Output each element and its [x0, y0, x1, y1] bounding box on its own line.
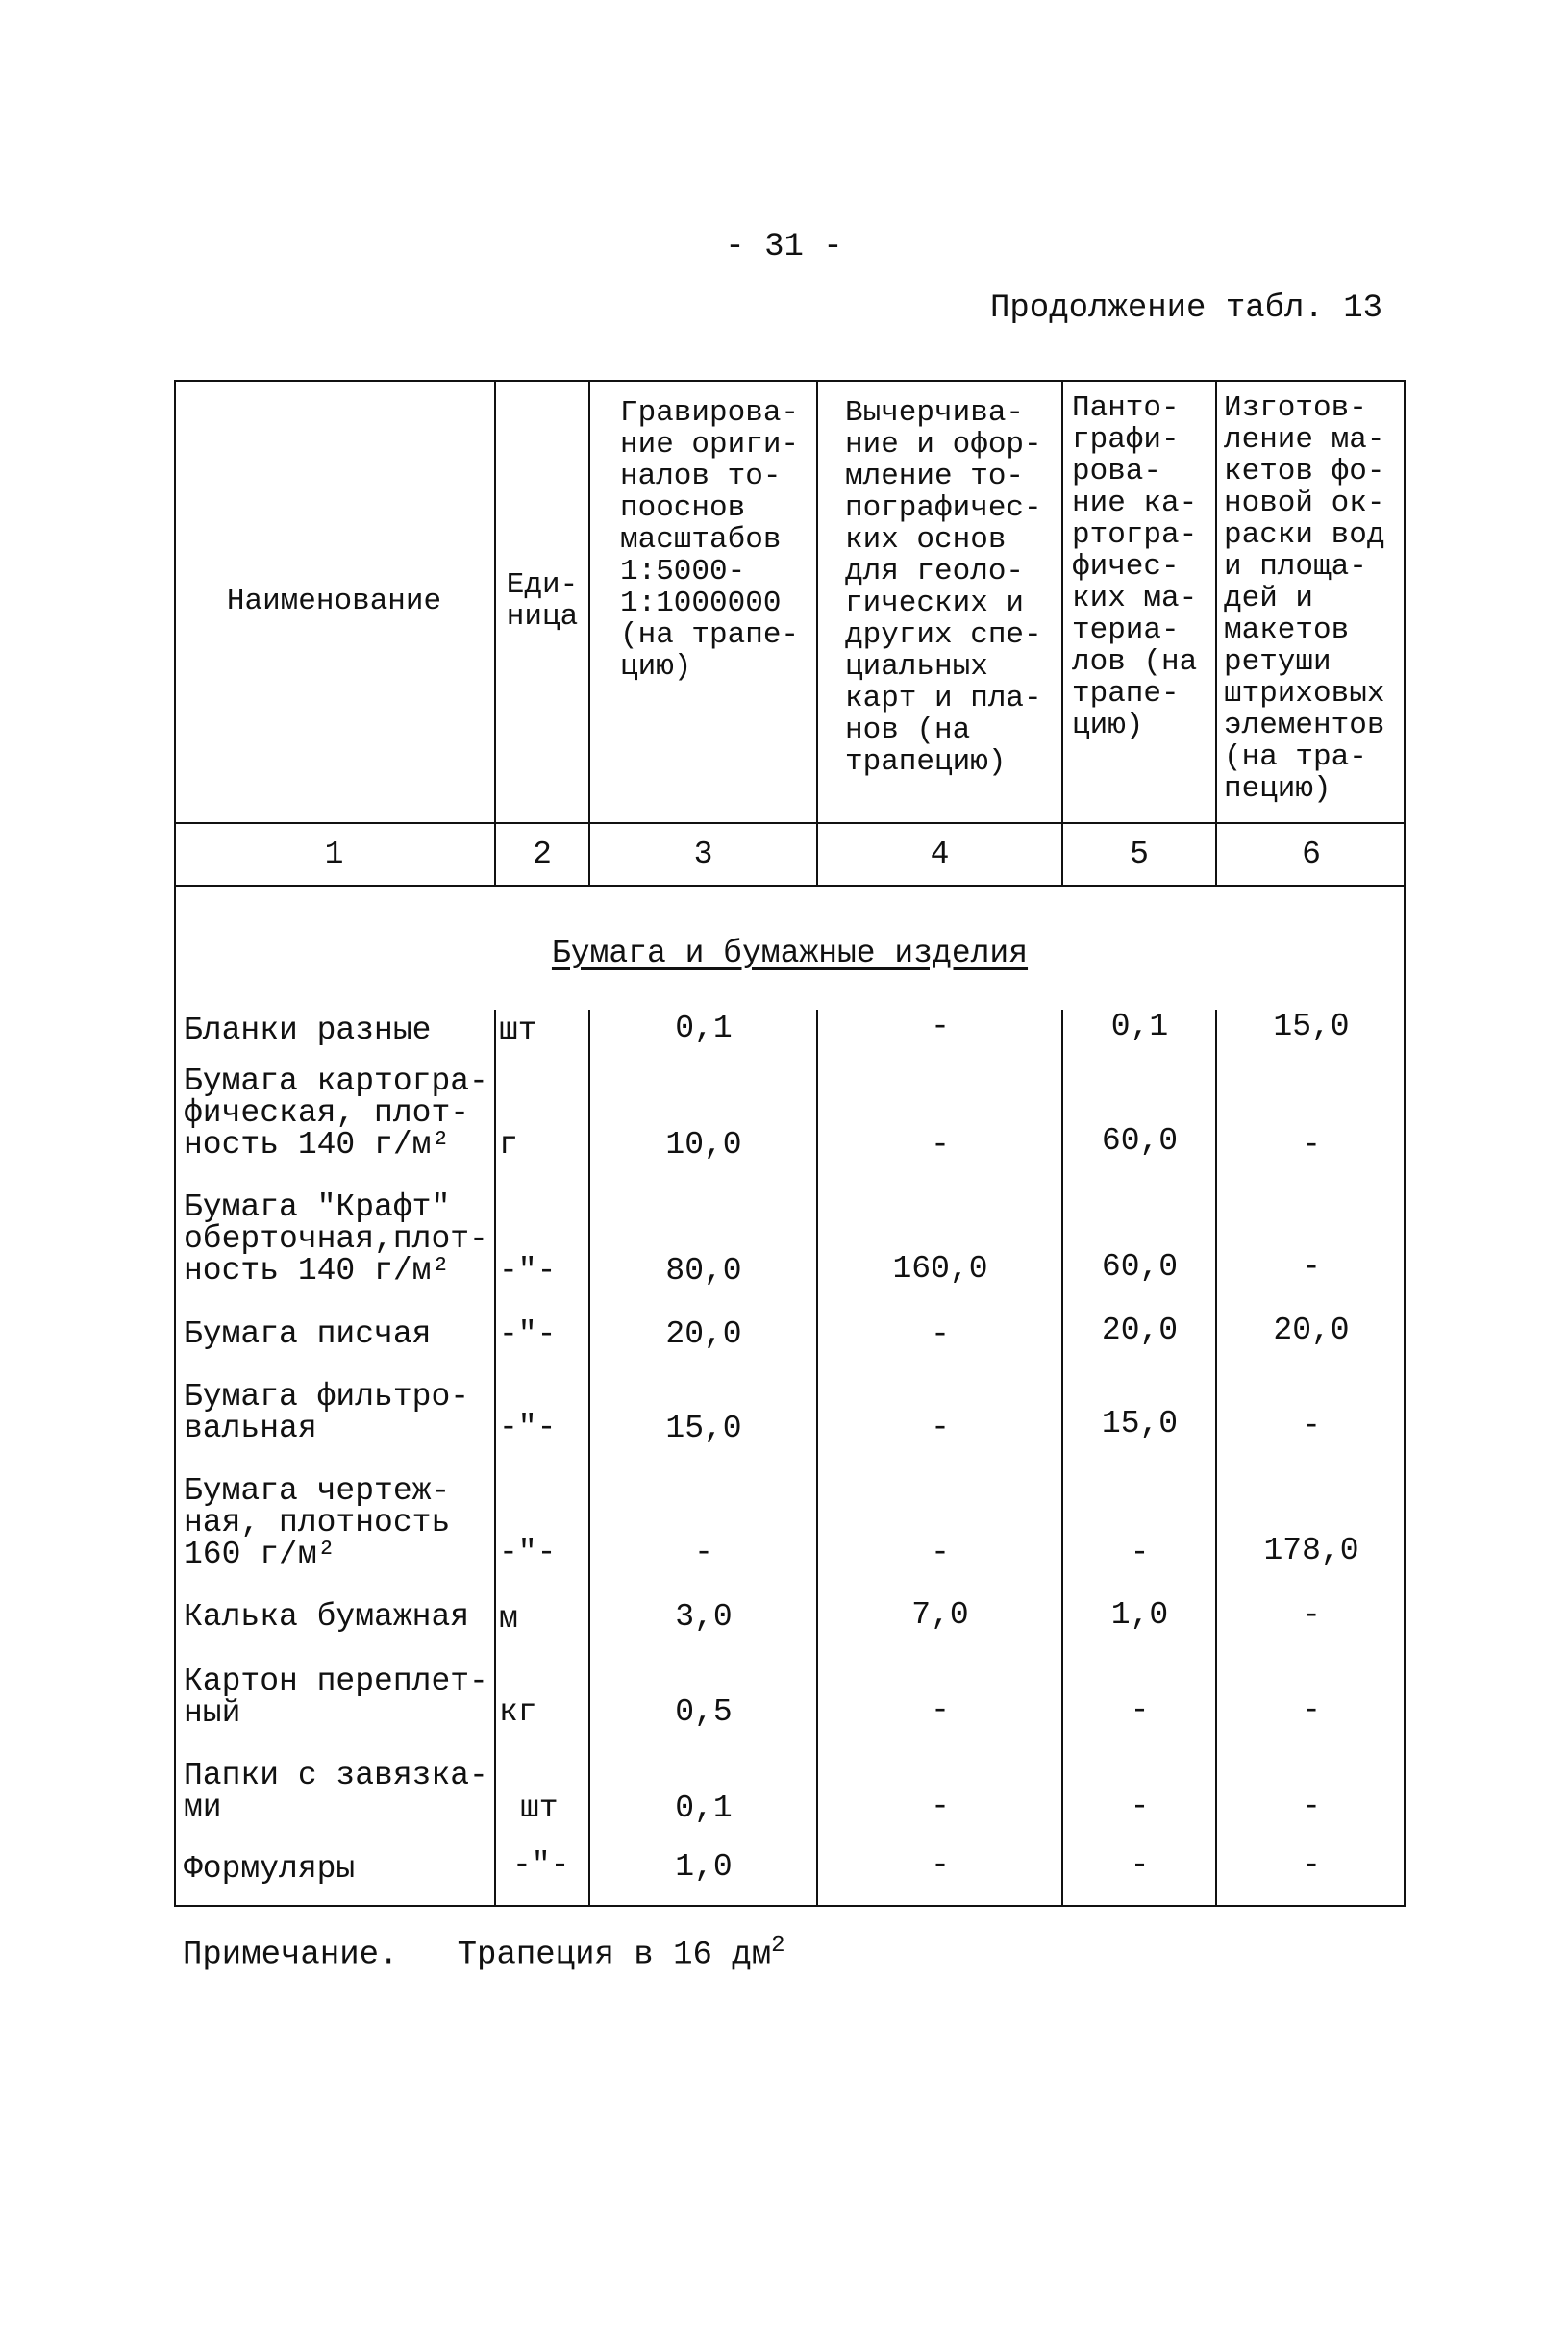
row-unit: -"-	[499, 1535, 557, 1570]
row-col6: 15,0	[1273, 1009, 1350, 1044]
colnum-bottom-rule	[174, 885, 1406, 887]
row-col4: -	[931, 1127, 950, 1163]
row-unit: -"-	[499, 1316, 557, 1352]
row-col3: 3,0	[675, 1599, 733, 1635]
row-col5: -	[1130, 1847, 1150, 1883]
row-col3: 0,5	[675, 1694, 733, 1730]
column-number-1: 1	[324, 836, 344, 872]
row-col6: 178,0	[1263, 1533, 1359, 1568]
row-unit: -"-	[512, 1847, 570, 1883]
row-unit: -"-	[499, 1253, 557, 1289]
row-unit: м	[499, 1601, 518, 1637]
row-col6: 20,0	[1273, 1313, 1350, 1348]
row-unit: шт	[499, 1013, 537, 1048]
row-col4: -	[931, 1009, 950, 1044]
row-col4: -	[931, 1692, 950, 1728]
row-col4: -	[931, 1410, 950, 1445]
table-row	[174, 1315, 1406, 1372]
header-unit: Еди- ница	[506, 568, 579, 634]
col-divider-4	[1061, 380, 1063, 887]
row-unit: кг	[499, 1694, 537, 1730]
row-col3: 1,0	[675, 1849, 733, 1885]
row-col5: 60,0	[1101, 1249, 1179, 1285]
row-col3: 0,1	[675, 1011, 733, 1046]
row-name: Папки с завязка- ми	[184, 1758, 488, 1825]
row-col5: 15,0	[1101, 1406, 1179, 1441]
header-col6: Изготов- ление ма- кетов фо- новой ок- раски вод и площа- дей и макетов ретуши штриховых элементов (на тра- пецию)	[1224, 391, 1385, 806]
row-col4: -	[931, 1847, 950, 1883]
row-col6: -	[1302, 1127, 1321, 1163]
table-row	[174, 1191, 1406, 1305]
header-col5: Панто- графи- рова- ние ка- ртогра- фичес- ких ма- териа- лов (на трапе- цию)	[1072, 391, 1198, 742]
section-title	[174, 936, 1406, 971]
table-row	[174, 1665, 1406, 1742]
header-col4: Вычерчива- ние и офор- мление то- пографичес- ких основ для геоло- гических и других спе- циальных карт и пла- нов (на трапецию)	[845, 396, 1042, 779]
row-name: Бумага фильтро- вальная	[184, 1379, 470, 1446]
row-col4: 160,0	[892, 1251, 988, 1287]
consumption-table	[174, 380, 1406, 1907]
row-col5: 0,1	[1110, 1009, 1169, 1044]
col-divider-3	[816, 380, 818, 887]
row-col6: -	[1302, 1692, 1321, 1728]
table-row	[174, 1381, 1406, 1458]
row-col3: 0,1	[675, 1791, 733, 1826]
col-divider-2	[588, 380, 590, 887]
row-col3: -	[694, 1535, 713, 1570]
table-caption: Продолжение табл. 13	[990, 290, 1383, 327]
row-name: Бумага писчая	[184, 1316, 432, 1352]
row-col3: 20,0	[665, 1316, 742, 1352]
table-row	[174, 1065, 1406, 1179]
row-unit: шт	[520, 1791, 559, 1826]
row-name: Бумага чертеж- ная, плотность 160 г/м²	[184, 1473, 451, 1572]
row-name: Картон переплет- ный	[184, 1664, 488, 1731]
table-row	[174, 1760, 1406, 1837]
row-col4: 7,0	[911, 1597, 969, 1633]
row-col4: -	[931, 1789, 950, 1824]
row-col4: -	[931, 1535, 950, 1570]
row-col3: 10,0	[665, 1127, 742, 1163]
row-unit: г	[499, 1127, 518, 1163]
table-footnote	[183, 1933, 785, 1973]
row-col5: 60,0	[1101, 1123, 1179, 1159]
row-col6: -	[1302, 1408, 1321, 1443]
row-col6: -	[1302, 1847, 1321, 1883]
row-name: Калька бумажная	[184, 1599, 470, 1635]
column-number-2: 2	[533, 836, 552, 872]
footnote-superscript: 2	[771, 1933, 785, 1959]
page-number: - 31 -	[725, 229, 843, 265]
header-col3: Гравирова- ние ориги- налов то- пооснов масштабов 1:5000- 1:1000000 (на трапе- цию)	[620, 396, 800, 684]
row-name: Бумага "Крафт" оберточная,плот- ность 140 г/м²	[184, 1190, 488, 1289]
table-row	[174, 1849, 1406, 1905]
row-col5: -	[1130, 1692, 1150, 1728]
row-col3: 80,0	[665, 1253, 742, 1289]
row-col6: -	[1302, 1249, 1321, 1285]
footnote-text: Трапеция в 16 дм	[457, 1937, 772, 1974]
row-col5: -	[1130, 1535, 1150, 1570]
row-name: Бланки разные	[184, 1013, 432, 1048]
row-col5: 20,0	[1101, 1313, 1179, 1348]
table-row	[174, 1475, 1406, 1590]
row-col5: -	[1130, 1789, 1150, 1824]
row-col6: -	[1302, 1597, 1321, 1633]
row-col4: -	[931, 1316, 950, 1352]
row-col5: 1,0	[1110, 1597, 1169, 1633]
header-name: Наименование	[226, 584, 442, 618]
column-number-3: 3	[693, 836, 713, 872]
col-divider-5	[1215, 380, 1217, 887]
section-title-text: Бумага и бумажные изделия	[551, 936, 1029, 971]
table-row	[174, 1003, 1406, 1061]
column-number-4: 4	[930, 836, 950, 872]
row-unit: -"-	[499, 1410, 557, 1445]
row-name: Формуляры	[184, 1851, 356, 1887]
row-col3: 15,0	[665, 1411, 742, 1446]
footnote-label: Примечание.	[183, 1937, 399, 1974]
column-number-5: 5	[1130, 836, 1149, 872]
table-row	[174, 1599, 1406, 1657]
row-name: Бумага картогра- фическая, плот- ность 140 г/м²	[184, 1064, 488, 1163]
column-number-6: 6	[1302, 836, 1321, 872]
row-col6: -	[1302, 1789, 1321, 1824]
